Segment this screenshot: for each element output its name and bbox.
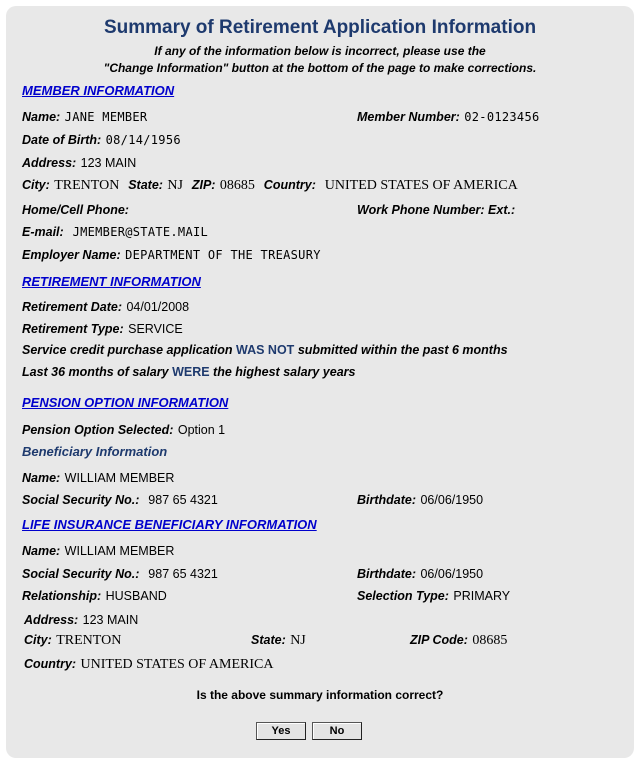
life-relationship-label: Relationship:: [22, 589, 102, 603]
employer-label: Employer Name:: [22, 248, 121, 262]
city-value: TRENTON: [54, 178, 120, 193]
member-name-label: Name:: [22, 110, 61, 124]
employer-row: [22, 246, 321, 264]
life-city-label: City:: [24, 633, 52, 647]
beneficiary-birthdate-label: Birthdate:: [357, 493, 417, 507]
zip-label: ZIP:: [191, 178, 216, 192]
life-address-row: [24, 611, 138, 629]
email-row: [22, 223, 208, 241]
life-address-value: 123 MAIN: [82, 613, 139, 627]
life-name-row: [22, 542, 174, 560]
retirement-date-label: Retirement Date:: [22, 300, 123, 314]
life-zip-row: [410, 631, 507, 649]
service-credit-text-post: submitted within the past 6 months: [297, 343, 508, 357]
beneficiary-information-heading: Beneficiary Information: [22, 444, 168, 459]
salary-text-pre: Last 36 months of salary: [22, 365, 169, 379]
section-life-insurance-beneficiary-information[interactable]: LIFE INSURANCE BENEFICIARY INFORMATION: [22, 517, 317, 532]
work-phone-label: Work Phone Number: Ext.:: [357, 203, 516, 217]
life-name-value: WILLIAM MEMBER: [64, 544, 175, 558]
section-member-information[interactable]: MEMBER INFORMATION: [22, 83, 175, 98]
salary-text-post: the highest salary years: [213, 365, 356, 379]
pension-option-row: [22, 421, 225, 439]
email-value: JMEMBER@STATE.MAIL: [72, 225, 209, 239]
dob-row: [22, 131, 181, 149]
beneficiary-birthdate-value: 06/06/1950: [420, 493, 484, 507]
email-label: E-mail:: [22, 225, 64, 239]
beneficiary-name-value: WILLIAM MEMBER: [64, 471, 175, 485]
life-birthdate-row: [357, 565, 483, 583]
life-state-row: [251, 631, 306, 649]
life-relationship-value: HUSBAND: [105, 589, 167, 603]
home-phone-label: Home/Cell Phone:: [22, 203, 129, 217]
pension-option-label: Pension Option Selected:: [22, 423, 174, 437]
work-phone-row: [357, 201, 515, 219]
life-state-value: NJ: [290, 633, 306, 648]
life-address-label: Address:: [24, 613, 79, 627]
salary-statement: [22, 365, 355, 379]
dob-value: 08/14/1956: [105, 133, 181, 147]
beneficiary-ssn-row: [22, 491, 218, 509]
life-selection-type-label: Selection Type:: [357, 589, 449, 603]
retirement-type-row: [22, 320, 183, 338]
page-title: Summary of Retirement Application Information: [103, 17, 537, 38]
member-name-value: JANE MEMBER: [64, 110, 148, 124]
state-value: NJ: [167, 178, 183, 193]
life-ssn-value: 987 65 4321: [148, 567, 218, 581]
life-country-label: Country:: [24, 657, 77, 671]
beneficiary-ssn-value: 987 65 4321: [148, 493, 218, 507]
dob-label: Date of Birth:: [22, 133, 102, 147]
life-country-value: UNITED STATES OF AMERICA: [80, 657, 274, 672]
service-credit-statement: [22, 343, 508, 357]
retirement-type-value: SERVICE: [128, 322, 183, 336]
address-row: [22, 154, 136, 172]
home-phone-row: [22, 201, 129, 219]
beneficiary-ssn-label: Social Security No.:: [22, 493, 140, 507]
employer-value: DEPARTMENT OF THE TREASURY: [125, 248, 321, 262]
pension-option-value: Option 1: [177, 423, 226, 437]
member-number-value: 02-0123456: [464, 110, 540, 124]
section-pension-option-information[interactable]: PENSION OPTION INFORMATION: [22, 395, 229, 410]
retirement-date-row: [22, 298, 189, 316]
life-birthdate-value: 06/06/1950: [420, 567, 484, 581]
confirm-question: Is the above summary information correct?: [196, 688, 444, 702]
life-ssn-label: Social Security No.:: [22, 567, 140, 581]
life-relationship-row: [22, 587, 167, 605]
country-label: Country:: [263, 178, 316, 192]
beneficiary-name-label: Name:: [22, 471, 61, 485]
retirement-date-value: 04/01/2008: [126, 300, 190, 314]
life-zip-label: ZIP Code:: [410, 633, 468, 647]
member-number-row: [357, 108, 540, 126]
member-number-label: Member Number:: [357, 110, 460, 124]
city-label: City:: [22, 178, 50, 192]
life-birthdate-label: Birthdate:: [357, 567, 417, 581]
state-label: State:: [128, 178, 163, 192]
section-retirement-information[interactable]: RETIREMENT INFORMATION: [22, 274, 201, 289]
life-name-label: Name:: [22, 544, 61, 558]
life-selection-type-row: [357, 587, 510, 605]
address-value: 123 MAIN: [80, 156, 137, 170]
life-city-row: [24, 631, 121, 649]
instruction-line-2: "Change Information" button at the bottom of the page to make corrections.: [103, 61, 537, 75]
retirement-type-label: Retirement Type:: [22, 322, 124, 336]
life-state-label: State:: [251, 633, 286, 647]
member-name-row: [22, 108, 147, 126]
life-selection-type-value: PRIMARY: [453, 589, 511, 603]
beneficiary-name-row: [22, 469, 174, 487]
yes-button[interactable]: Yes: [256, 722, 306, 740]
zip-value: 08685: [219, 178, 255, 193]
life-zip-value: 08685: [472, 633, 508, 648]
country-value: UNITED STATES OF AMERICA: [324, 178, 518, 193]
life-ssn-row: [22, 565, 218, 583]
city-row: [22, 176, 518, 194]
beneficiary-birthdate-row: [357, 491, 483, 509]
instruction-line-1: If any of the information below is incorrect, please use the: [154, 44, 486, 58]
no-button[interactable]: No: [312, 722, 362, 740]
life-city-value: TRENTON: [56, 633, 122, 648]
life-country-row: [24, 655, 273, 673]
service-credit-status: WAS NOT: [235, 343, 295, 357]
salary-status: WERE: [172, 365, 210, 379]
service-credit-text-pre: Service credit purchase application: [22, 343, 233, 357]
address-label: Address:: [22, 156, 77, 170]
